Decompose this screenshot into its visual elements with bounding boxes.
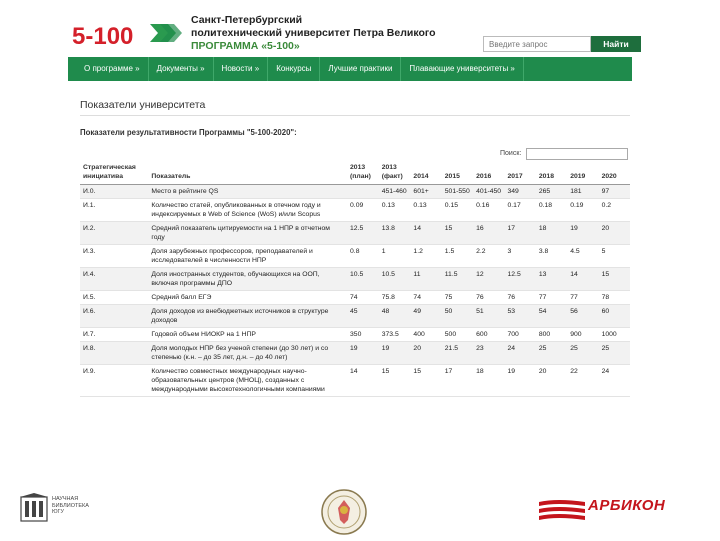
col-2015[interactable]: 2015 xyxy=(442,160,473,185)
arbicon-brand-text: АРБИКОН xyxy=(588,497,666,514)
cell-value: 11.5 xyxy=(442,268,473,291)
table-body xyxy=(80,185,630,397)
col-2014[interactable]: 2014 xyxy=(410,160,441,185)
cell-value: 5 xyxy=(599,245,630,268)
cell-value: 600 xyxy=(473,328,504,342)
table-row xyxy=(80,199,630,222)
cell-value: 53 xyxy=(505,305,536,328)
col-2019[interactable]: 2019 xyxy=(567,160,598,185)
library-caption xyxy=(52,496,89,516)
cell-value: 349 xyxy=(505,185,536,199)
program-logo[interactable] xyxy=(72,22,142,48)
cell-indicator: Место в рейтинге QS xyxy=(148,185,347,199)
cell-value: 48 xyxy=(379,305,411,328)
cell-value: 77 xyxy=(536,291,567,305)
cell-value: 14 xyxy=(410,222,441,245)
col-2016[interactable]: 2016 xyxy=(473,160,504,185)
cell-value: 13 xyxy=(536,268,567,291)
cell-indicator: Доля молодых НПР без ученой степени (до 30 лет) и со степенью (к.н. – до 35 лет, д.н. – до 40 лет) xyxy=(148,342,347,365)
cell-value: 25 xyxy=(536,342,567,365)
cell-value: 0.17 xyxy=(505,199,536,222)
cell-value: 24 xyxy=(599,365,630,397)
cell-value: 60 xyxy=(599,305,630,328)
cell-value: 74 xyxy=(347,291,379,305)
table-row xyxy=(80,291,630,305)
title-divider xyxy=(80,115,630,116)
cell-value: 16 xyxy=(473,222,504,245)
nav-item-contests[interactable]: Конкурсы xyxy=(268,57,320,81)
col-2013-fact[interactable]: 2013 (факт) xyxy=(379,160,411,185)
cell-initiative: И.2. xyxy=(80,222,148,245)
cell-initiative: И.5. xyxy=(80,291,148,305)
cell-value: 45 xyxy=(347,305,379,328)
cell-initiative: И.9. xyxy=(80,365,148,397)
library-caption-line-1: НАУЧНАЯ xyxy=(52,496,79,502)
cell-value: 22 xyxy=(567,365,598,397)
nav-item-universities[interactable]: Плавающие университеты » xyxy=(401,57,523,81)
col-indicator[interactable]: Показатель xyxy=(148,160,347,185)
nav-item-documents[interactable]: Документы » xyxy=(149,57,214,81)
cell-value: 11 xyxy=(410,268,441,291)
cell-value: 0.09 xyxy=(347,199,379,222)
cell-value: 25 xyxy=(567,342,598,365)
table-row xyxy=(80,365,630,397)
cell-value: 350 xyxy=(347,328,379,342)
cell-value: 17 xyxy=(442,365,473,397)
cell-initiative: И.7. xyxy=(80,328,148,342)
cell-value: 13.8 xyxy=(379,222,411,245)
cell-value: 15 xyxy=(599,268,630,291)
cell-value: 76 xyxy=(505,291,536,305)
cell-indicator: Доля зарубежных профессоров, преподавателей и исследователей в численности НПР xyxy=(148,245,347,268)
col-2018[interactable]: 2018 xyxy=(536,160,567,185)
search-button[interactable]: Найти xyxy=(591,36,641,52)
cell-value: 1.5 xyxy=(442,245,473,268)
table-subtitle: Показатели результативности Программы "5-100-2020": xyxy=(80,128,297,137)
cell-value: 15 xyxy=(410,365,441,397)
page-title: Показатели университета xyxy=(80,99,206,111)
university-title-line-2: политехнический университет Петра Великого xyxy=(191,27,436,39)
cell-indicator: Количество совместных международных научно-образовательных центров (МНОЦ), созданных с международными высокотехнологичными компаниями xyxy=(148,365,347,397)
table-row xyxy=(80,342,630,365)
cell-value: 20 xyxy=(599,222,630,245)
cell-value: 500 xyxy=(442,328,473,342)
col-2013-plan[interactable]: 2013 (план) xyxy=(347,160,379,185)
cell-indicator: Средний балл ЕГЭ xyxy=(148,291,347,305)
cell-value xyxy=(347,185,379,199)
cell-value: 1.2 xyxy=(410,245,441,268)
cell-value: 501-550 xyxy=(442,185,473,199)
cell-value: 0.13 xyxy=(379,199,411,222)
indicators-table xyxy=(80,160,630,397)
cell-initiative: И.6. xyxy=(80,305,148,328)
table-row xyxy=(80,268,630,291)
search-input[interactable] xyxy=(483,36,591,52)
table-header-row xyxy=(80,160,630,185)
cell-value: 20 xyxy=(536,365,567,397)
cell-value: 800 xyxy=(536,328,567,342)
cell-value: 0.15 xyxy=(442,199,473,222)
table-filter-input[interactable] xyxy=(526,148,628,160)
cell-value: 20 xyxy=(410,342,441,365)
col-2017[interactable]: 2017 xyxy=(505,160,536,185)
library-caption-line-3: ЮГУ xyxy=(52,509,65,515)
table-row xyxy=(80,222,630,245)
chevron-decoration-icon xyxy=(150,24,184,42)
cell-value: 77 xyxy=(567,291,598,305)
cell-value: 15 xyxy=(442,222,473,245)
cell-value: 18 xyxy=(536,222,567,245)
cell-value: 56 xyxy=(567,305,598,328)
program-title: ПРОГРАММА «5-100» xyxy=(191,40,300,52)
cell-value: 25 xyxy=(599,342,630,365)
cell-value: 15 xyxy=(379,365,411,397)
cell-value: 24 xyxy=(505,342,536,365)
cell-value: 75 xyxy=(442,291,473,305)
cell-value: 10.5 xyxy=(379,268,411,291)
cell-value: 900 xyxy=(567,328,598,342)
cell-value: 0.8 xyxy=(347,245,379,268)
cell-indicator: Средний показатель цитируемости на 1 НПР в отчетном году xyxy=(148,222,347,245)
nav-item-about[interactable]: О программе » xyxy=(68,57,149,81)
cell-initiative: И.4. xyxy=(80,268,148,291)
cell-value: 75.8 xyxy=(379,291,411,305)
cell-value: 97 xyxy=(599,185,630,199)
cell-value: 19 xyxy=(505,365,536,397)
cell-value: 23 xyxy=(473,342,504,365)
table-filter-label: Поиск: xyxy=(500,150,522,157)
cell-value: 18 xyxy=(473,365,504,397)
cell-value: 12 xyxy=(473,268,504,291)
table-row xyxy=(80,185,630,199)
cell-initiative: И.3. xyxy=(80,245,148,268)
cell-indicator: Количество статей, опубликованных в отечном году и индексируемых в Web of Science (WoS) и/или Scopus xyxy=(148,199,347,222)
cell-value: 0.13 xyxy=(410,199,441,222)
svg-text:5-100: 5-100 xyxy=(72,23,134,48)
cell-value: 54 xyxy=(536,305,567,328)
cell-value: 0.18 xyxy=(536,199,567,222)
col-2020[interactable]: 2020 xyxy=(599,160,630,185)
col-initiative[interactable]: Стратегическая инициатива xyxy=(80,160,148,185)
library-logo-icon xyxy=(20,493,48,523)
cell-value: 12.5 xyxy=(347,222,379,245)
university-title xyxy=(191,14,436,53)
cell-value: 10.5 xyxy=(347,268,379,291)
logo-5-100-icon xyxy=(72,22,142,48)
cell-initiative: И.1. xyxy=(80,199,148,222)
cell-value: 74 xyxy=(410,291,441,305)
university-title-line-1: Санкт-Петербургский xyxy=(191,14,303,26)
nav-item-news[interactable]: Новости » xyxy=(214,57,269,81)
table-row xyxy=(80,305,630,328)
cell-value: 451-460 xyxy=(379,185,411,199)
cell-initiative: И.0. xyxy=(80,185,148,199)
cell-value: 0.19 xyxy=(567,199,598,222)
cell-value: 181 xyxy=(567,185,598,199)
table-row xyxy=(80,245,630,268)
cell-value: 373.5 xyxy=(379,328,411,342)
cell-value: 1000 xyxy=(599,328,630,342)
cell-value: 14 xyxy=(347,365,379,397)
cell-value: 19 xyxy=(379,342,411,365)
main-nav xyxy=(68,57,632,81)
cell-value: 51 xyxy=(473,305,504,328)
cell-value: 14 xyxy=(567,268,598,291)
cell-value: 601+ xyxy=(410,185,441,199)
cell-value: 1 xyxy=(379,245,411,268)
cell-value: 17 xyxy=(505,222,536,245)
cell-indicator: Доля доходов из внебюджетных источников в структуре доходов xyxy=(148,305,347,328)
cell-value: 700 xyxy=(505,328,536,342)
nav-item-best-practices[interactable]: Лучшие практики xyxy=(320,57,401,81)
cell-value: 265 xyxy=(536,185,567,199)
cell-value: 3 xyxy=(505,245,536,268)
cell-value: 50 xyxy=(442,305,473,328)
cell-value: 19 xyxy=(567,222,598,245)
table-row xyxy=(80,328,630,342)
cell-value: 49 xyxy=(410,305,441,328)
cell-value: 4.5 xyxy=(567,245,598,268)
cell-value: 12.5 xyxy=(505,268,536,291)
cell-value: 21.5 xyxy=(442,342,473,365)
cell-indicator: Годовой объем НИОКР на 1 НПР xyxy=(148,328,347,342)
cell-value: 3.8 xyxy=(536,245,567,268)
cell-value: 400 xyxy=(410,328,441,342)
cell-value: 401-450 xyxy=(473,185,504,199)
cell-value: 2.2 xyxy=(473,245,504,268)
cell-indicator: Доля иностранных студентов, обучающихся на ООП, включая программы ДПО xyxy=(148,268,347,291)
cell-value: 76 xyxy=(473,291,504,305)
cell-value: 0.2 xyxy=(599,199,630,222)
library-caption-line-2: БИБЛИОТЕКА xyxy=(52,502,89,509)
cell-value: 78 xyxy=(599,291,630,305)
cell-value: 19 xyxy=(347,342,379,365)
emblem-seal-icon xyxy=(320,488,368,536)
cell-value: 0.16 xyxy=(473,199,504,222)
cell-initiative: И.8. xyxy=(80,342,148,365)
